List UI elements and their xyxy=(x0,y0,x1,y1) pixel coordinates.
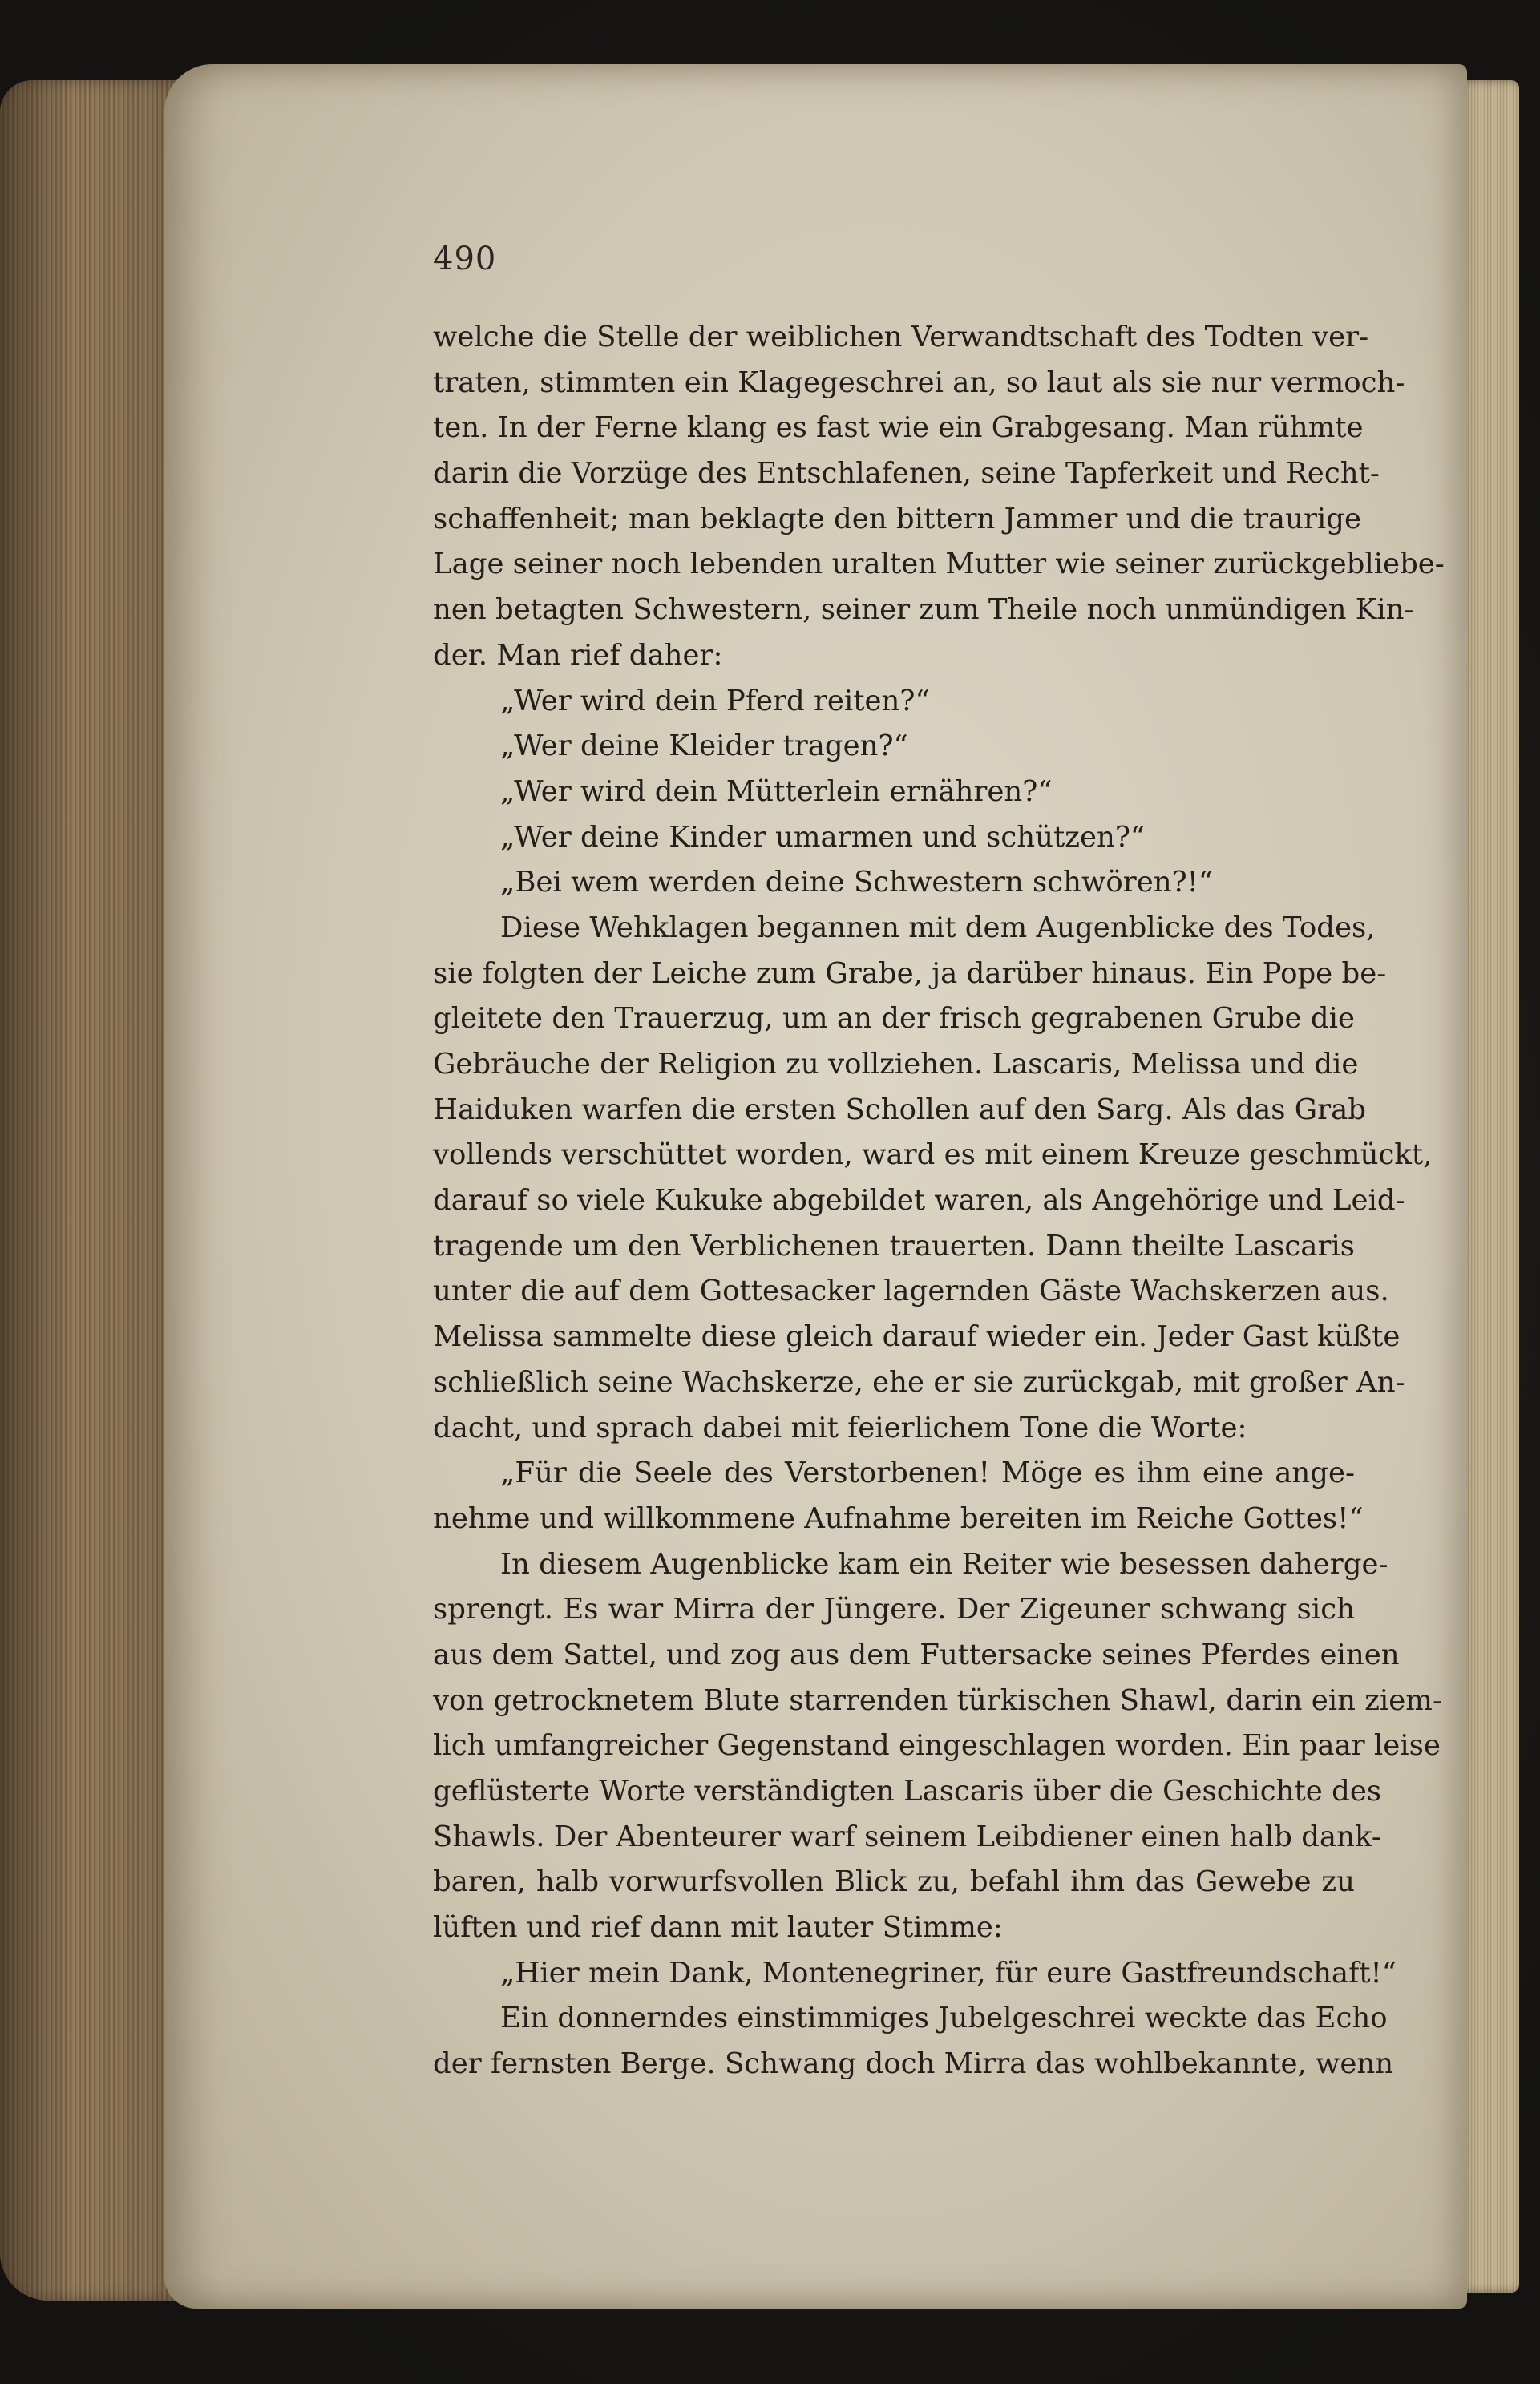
text-line: von getrocknetem Blute starrenden türkischen Shawl, darin ein ziem- xyxy=(433,1683,1442,1717)
text-line: dacht, und sprach dabei mit feierlichem Tone die Worte: xyxy=(433,1411,1247,1445)
quote-line: „Wer wird dein Mütterlein ernähren?“ xyxy=(500,774,1053,808)
quote-line: „Wer deine Kleider tragen?“ xyxy=(500,729,908,763)
text-line: darauf so viele Kukuke abgebildet waren, als Angehörige und Leid- xyxy=(433,1184,1405,1218)
text-line: Shawls. Der Abenteurer warf seinem Leibdiener einen halb dank- xyxy=(433,1820,1381,1853)
text-line: Melissa sammelte diese gleich darauf wieder ein. Jeder Gast küßte xyxy=(433,1320,1401,1354)
text-line: Diese Wehklagen begannen mit dem Augenblicke des Todes, xyxy=(500,911,1376,944)
page-block-edges xyxy=(0,80,188,2301)
page-number: 490 xyxy=(433,240,497,277)
quote-line: „Wer deine Kinder umarmen und schützen?“ xyxy=(500,820,1146,854)
text-line: schließlich seine Wachskerze, ehe er sie zurückgab, mit großer An- xyxy=(433,1365,1405,1399)
quote-line: „Wer wird dein Pferd reiten?“ xyxy=(500,684,930,717)
text-line: Lage seiner noch lebenden uralten Mutter wie seiner zurückgebliebe- xyxy=(433,548,1445,581)
text-line: Ein donnerndes einstimmiges Jubelgeschrei weckte das Echo xyxy=(500,2002,1388,2035)
text-line: ten. In der Ferne klang es fast wie ein Grabgesang. Man rühmte xyxy=(433,411,1364,445)
text-line: welche die Stelle der weiblichen Verwandtschaft des Todten ver- xyxy=(433,321,1369,354)
text-line: nen betagten Schwestern, seiner zum Theile noch unmündigen Kin- xyxy=(433,593,1414,627)
text-line: der. Man rief daher: xyxy=(433,638,723,672)
text-line: der fernsten Berge. Schwang doch Mirra das wohlbekannte, wenn xyxy=(433,2047,1394,2081)
text-line: baren, halb vorwurfsvollen Blick zu, befahl ihm das Gewebe zu xyxy=(433,1865,1355,1899)
quote-line: „Für die Seele des Verstorbenen! Möge es ihm eine ange- xyxy=(500,1457,1355,1490)
right-page-edge xyxy=(1459,80,1519,2293)
text-line: lüften und rief dann mit lauter Stimme: xyxy=(433,1911,1003,1945)
text-line: lich umfangreicher Gegenstand eingeschlagen worden. Ein paar leise xyxy=(433,1729,1441,1763)
text-line: unter die auf dem Gottesacker lagernden Gäste Wachskerzen aus. xyxy=(433,1275,1389,1308)
text-line: sie folgten der Leiche zum Grabe, ja darüber hinaus. Ein Pope be- xyxy=(433,956,1387,990)
quote-line: „Hier mein Dank, Montenegriner, für eure Gastfreundschaft!“ xyxy=(500,1956,1397,1990)
body-text xyxy=(433,315,1445,2087)
text-line: darin die Vorzüge des Entschlafenen, seine Tapferkeit und Recht- xyxy=(433,457,1380,491)
text-line: aus dem Sattel, und zog aus dem Futtersacke seines Pferdes einen xyxy=(433,1638,1400,1671)
text-line: geflüsterte Worte verständigten Lascaris über die Geschichte des xyxy=(433,1775,1382,1808)
text-line: Gebräuche der Religion zu vollziehen. Lascaris, Melissa und die xyxy=(433,1048,1359,1081)
quote-line: nehme und willkommene Aufnahme bereiten im Reiche Gottes!“ xyxy=(433,1501,1364,1535)
text-line: gleitete den Trauerzug, um an der frisch gegrabenen Grube die xyxy=(433,1002,1355,1036)
text-line: traten, stimmten ein Klagegeschrei an, so laut als sie nur vermoch- xyxy=(433,366,1405,399)
text-line: sprengt. Es war Mirra der Jüngere. Der Zigeuner schwang sich xyxy=(433,1593,1355,1626)
text-line: In diesem Augenblicke kam ein Reiter wie besessen daherge- xyxy=(500,1547,1388,1581)
text-line: tragende um den Verblichenen trauerten. Dann theilte Lascaris xyxy=(433,1229,1355,1263)
text-line: vollends verschüttet worden, ward es mit einem Kreuze geschmückt, xyxy=(433,1138,1433,1172)
text-line: schaffenheit; man beklagte den bittern Jammer und die traurige xyxy=(433,502,1362,535)
quote-line: „Bei wem werden deine Schwestern schwören?!“ xyxy=(500,866,1214,899)
text-line: Haiduken warfen die ersten Schollen auf den Sarg. Als das Grab xyxy=(433,1093,1367,1126)
